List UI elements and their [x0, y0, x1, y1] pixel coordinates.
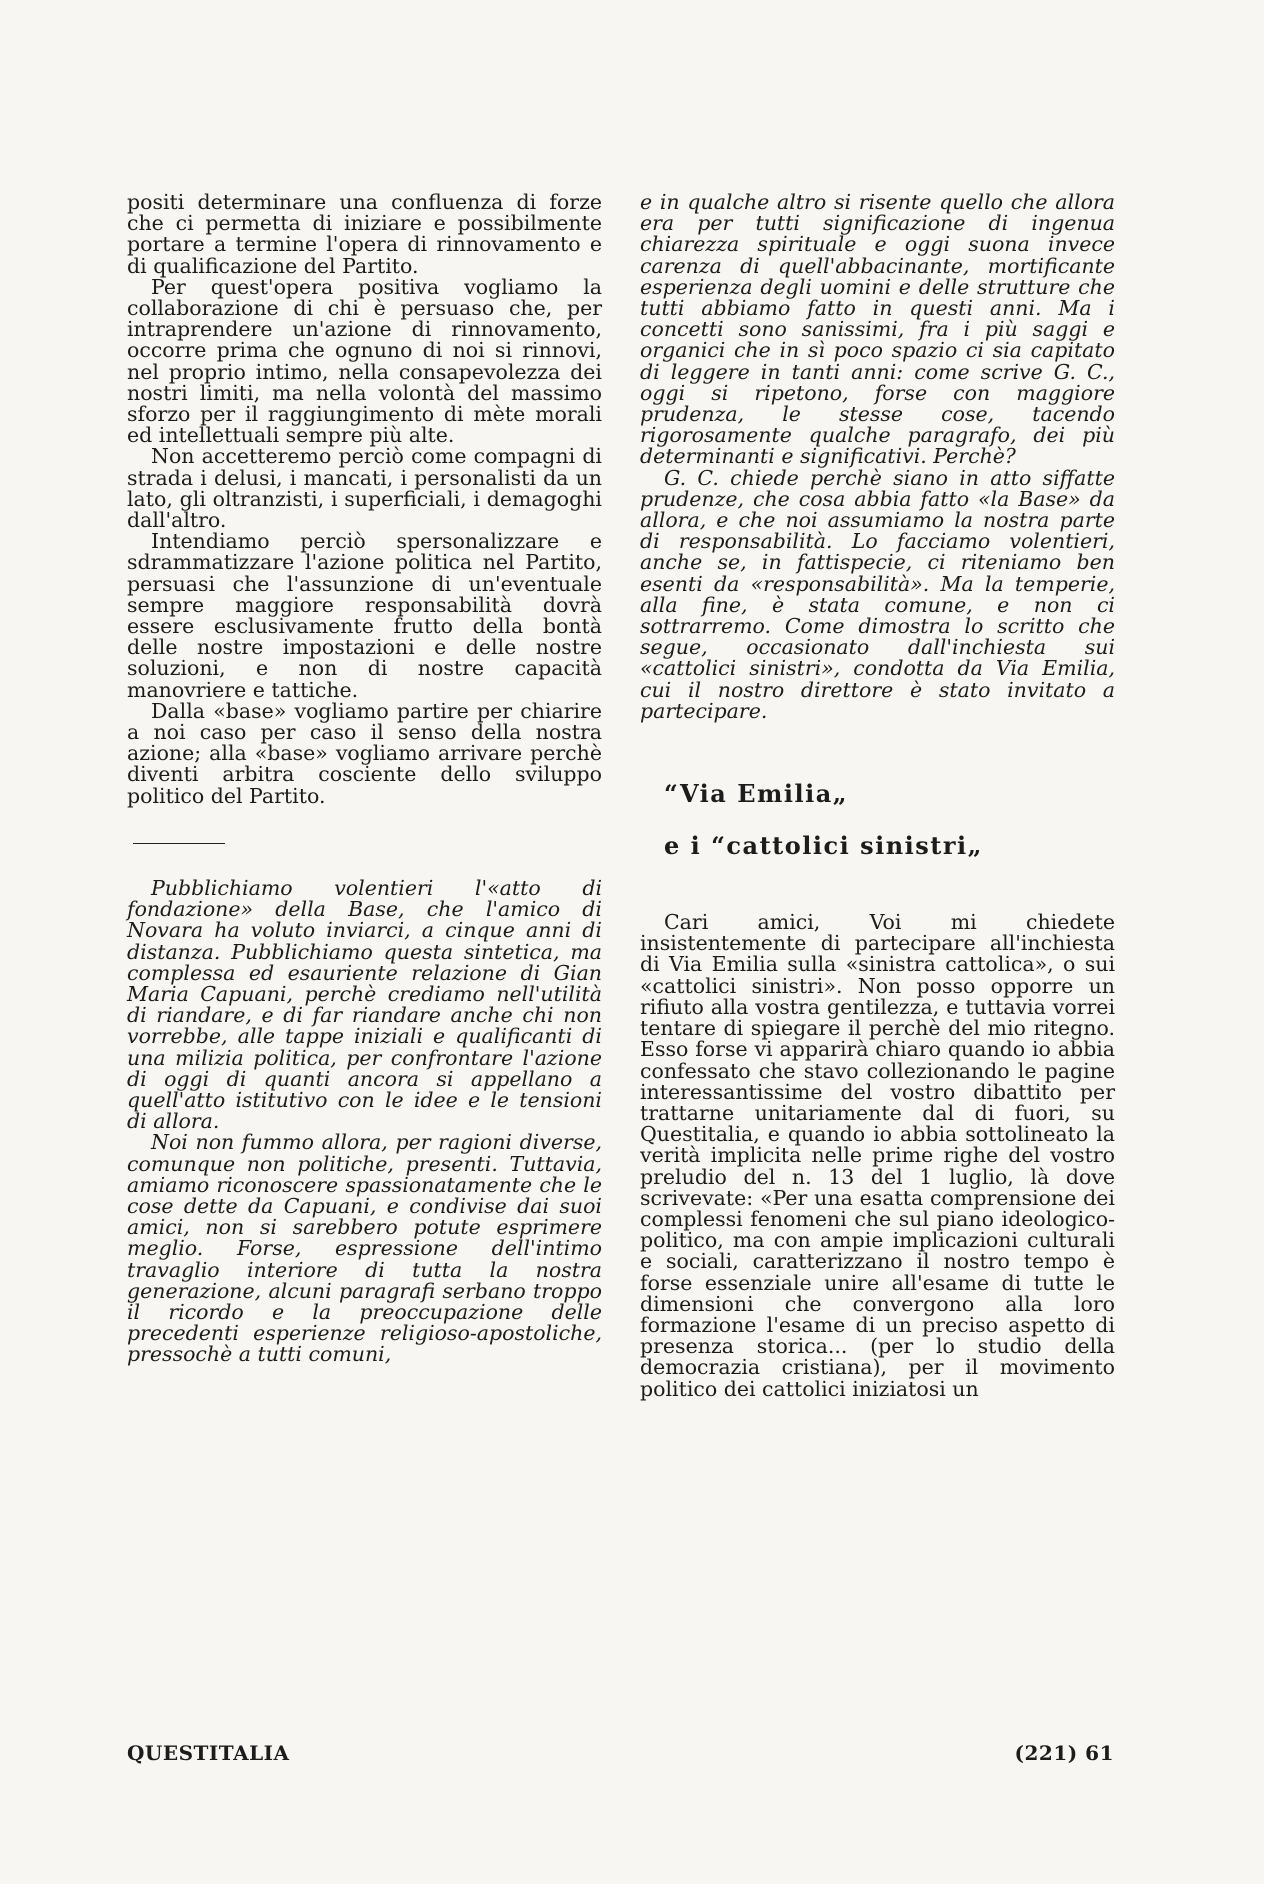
body-paragraph: Intendiamo perciò spersonalizzare e sdrammatizzare l'azione politica nel Partito, persuasi che l'assunzione di un'eventuale sempre maggiore responsabilità dovrà essere esclusivamente frutto della bontà delle nostre impostazioni e delle nostre soluzioni, e non di nostre capacità manovriere e tattiche.: [127, 529, 602, 702]
section-divider: [133, 843, 225, 844]
editorial-note-paragraph: G. C. chiede perchè siano in atto siffatte prudenze, che cosa abbia fatto «la Base» da allora, e che noi assumiamo la nostra parte di responsabilità. Lo facciamo volentieri, anche se, in fattispecie, ci riteniamo ben esenti da «responsabilità». Ma la temperie, alla fine, è stata comune, e non ci sottrarremo. Come dimostra lo scritto che segue, occasionato dall'inchiesta sui «cattolici sinistri», condotta da Via Emilia, cui il nostro direttore è stato invitato a partecipare.: [640, 465, 1115, 723]
footer-page-number: (221) 61: [1014, 1741, 1114, 1765]
body-paragraph: Dalla «base» vogliamo partire per chiarire a noi caso per caso il senso della nostra azione; alla «base» vogliamo arrivare perchè diventi arbitra cosciente dello sviluppo politico del Partito.: [127, 698, 602, 808]
body-paragraph: Cari amici, Voi mi chiedete insistentemente di partecipare all'inchiesta di Via Emilia sulla «sinistra cattolica», o sui «cattolici sinistri». Non posso opporre un rifiuto alla vostra gentilezza, e tuttavia vorrei tentare di spiegare il perchè del mio ritegno. Esso forse vi apparirà chiaro quando io abbia confessato che stavo collezionando le pagine interessantissime del vostro dibattito per trattarne unitariamente dal di fuori, su Questitalia, e quando io abbia sottolineato la verità implicita nelle prime righe del vostro preludio del n. 13 del 1 luglio, là dove scrivevate: «Per una esatta comprensione dei complessi fenomeni che sul piano ideologico-politico, ma con ampie implicazioni culturali e sociali, caratterizzano il nostro tempo è forse essenziale unire all'esame di tutte le dimensioni che convergono alla loro formazione l'esame di un preciso aspetto di presenza storica... (per lo studio della democrazia cristiana), per il movimento politico dei cattolici iniziatosi un: [640, 910, 1115, 1401]
editorial-note-paragraph: e in qualche altro si risente quello che allora era per tutti significazione di ingenua chiarezza spirituale e oggi suona invece carenza di quell'abbacinante, mortificante esperienza degli uomini e delle strutture che tutti abbiamo fatto in questi anni. Ma i concetti sono sanissimi, fra i più saggi e organici che in sì poco spazio ci sia capitato di leggere in tanti anni: come scrive G. C., oggi si ripetono, forse con maggiore prudenza, le stesse cose, tacendo rigorosamente qualche paragrafo, dei più determinanti e significativi. Perchè?: [640, 190, 1115, 469]
body-paragraph: Non accetteremo perciò come compagni di strada i delusi, i mancati, i personalisti da un lato, gli oltranzisti, i superficiali, i demagoghi dall'altro.: [127, 444, 602, 533]
editorial-note-paragraph: Noi non fummo allora, per ragioni diverse, comunque non politiche, presenti. Tuttavia, amiamo riconoscere spassionatamente che le cose dette da Capuani, e condivise dai suoi amici, non si sarebbero potute esprimere meglio. Forse, espressione dell'intimo travaglio interiore di tutta la nostra generazione, alcuni paragrafi serbano troppo il ricordo e la preoccupazione delle precedenti esperienze religioso-apostoliche, pressochè a tutti comuni,: [127, 1130, 602, 1367]
body-paragraph: positi determinare una confluenza di forze che ci permetta di iniziare e possibilmente portare a termine l'opera di rinnovamento e di qualificazione del Partito.: [127, 190, 602, 278]
right-column: [640, 192, 1115, 1400]
left-column: [127, 192, 602, 1366]
editorial-note-paragraph: Pubblichiamo volentieri l'«atto di fondazione» della Base, che l'amico di Novara ha voluto inviarci, a cinque anni di distanza. Pubblichiamo questa sintetica, ma complessa ed esauriente relazione di Gian Maria Capuani, perchè crediamo nell'utilità di riandare, e di far riandare anche chi non vorrebbe, alle tappe iniziali e qualificanti di una milizia politica, per confrontare l'azione di oggi di quanti ancora si appellano a quell'atto istitutivo con le idee e le tensioni di allora.: [127, 875, 602, 1134]
footer-journal-name: QUESTITALIA: [127, 1741, 290, 1765]
body-paragraph: Per quest'opera positiva vogliamo la collaborazione di chi è persuaso che, per intraprendere un'azione di rinnovamento, occorre prima che ognuno di noi si rinnovi, nel proprio intimo, nella consapevolezza dei nostri limiti, ma nella volontà del massimo sforzo per il raggiungimento di mète morali ed intellettuali sempre più alte.: [127, 274, 602, 448]
article-heading-line-1: “Via Emilia„: [664, 779, 849, 809]
article-heading-line-2: e i “cattolici sinistri„: [664, 831, 983, 861]
